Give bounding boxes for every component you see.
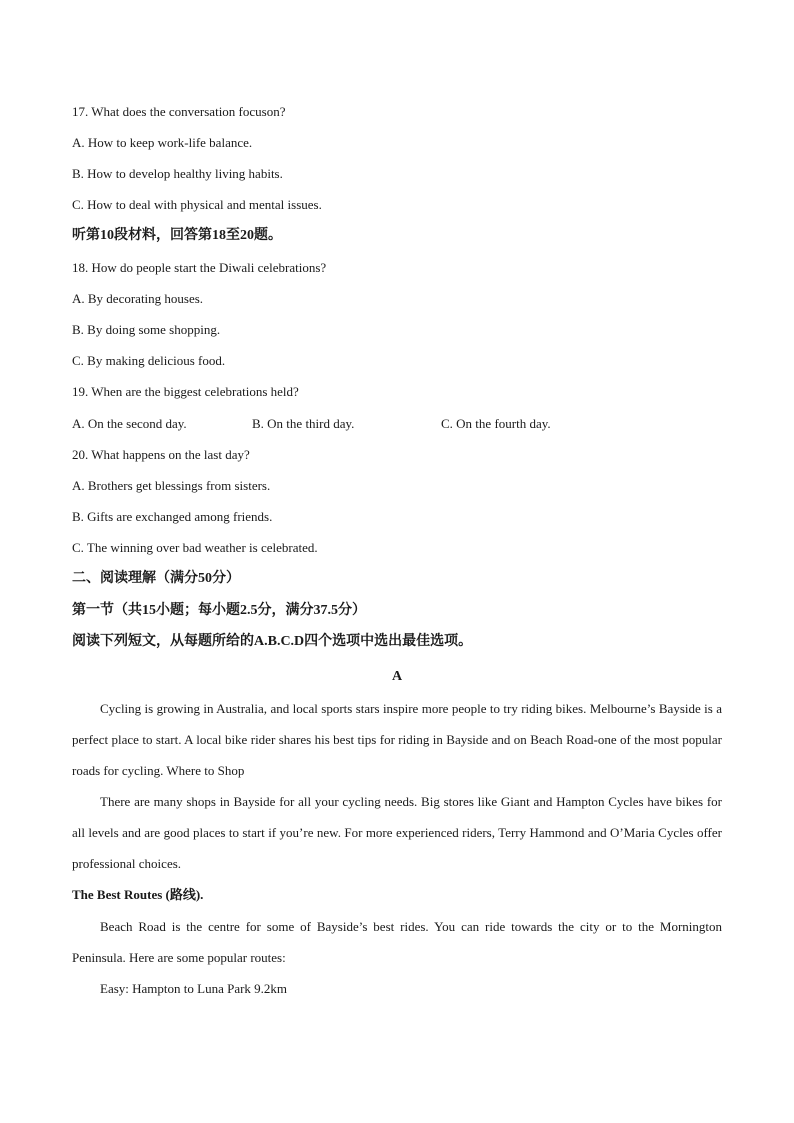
q18-option-c: C. By making delicious food. bbox=[72, 353, 226, 368]
section1-title: 第一节（共15小题；每小题2.5分，满分37.5分） bbox=[72, 603, 366, 618]
passage-label: A bbox=[391, 669, 403, 684]
q17-question: 17. What does the conversation focuson? bbox=[72, 104, 286, 119]
q20-option-b: B. Gifts are exchanged among friends. bbox=[72, 509, 273, 524]
passage-paragraph-1: Cycling is growing in Australia, and local sports stars inspire more people to try riding bikes. Melbourne’s Bayside is a perfect place to start. A local bike rider shares his best tips for riding in Bayside and on Beach Road-one of the most popular roads for cycling. Where to Shop bbox=[72, 701, 722, 778]
passage-paragraph-2: There are many shops in Bayside for all your cycling needs. Big stores like Giant and Hampton Cycles have bikes for all levels and are good places to start if you’re new. For more experienced riders, Terry Hammond and O’Maria Cycles offer professional choices. bbox=[72, 794, 722, 871]
q18-option-a: A. By decorating houses. bbox=[72, 291, 204, 306]
passage-paragraph-3: Beach Road is the centre for some of Bayside’s best rides. You can ride towards the city or to the Mornington Peninsula. Here are some popular routes: bbox=[72, 919, 722, 965]
q20-question: 20. What happens on the last day? bbox=[72, 447, 250, 462]
q19-option-a: A. On the second day. bbox=[72, 416, 187, 431]
q18-question: 18. How do people start the Diwali celebrations? bbox=[72, 260, 327, 275]
reading-instruction: 阅读下列短文，从每题所给的A.B.C.D四个选项中选出最佳选项。 bbox=[72, 634, 473, 649]
q19-question: 19. When are the biggest celebrations held? bbox=[72, 384, 299, 399]
routes-heading: The Best Routes (路线). bbox=[72, 887, 204, 902]
q17-option-c: C. How to deal with physical and mental issues. bbox=[72, 197, 322, 212]
q19-option-b: B. On the third day. bbox=[252, 416, 355, 431]
route-easy: Easy: Hampton to Luna Park 9.2km bbox=[100, 981, 288, 996]
q18-option-b: B. By doing some shopping. bbox=[72, 322, 221, 337]
part2-title: 二、阅读理解（满分50分） bbox=[72, 571, 240, 586]
q20-option-c: C. The winning over bad weather is celebrated. bbox=[72, 540, 318, 555]
q20-option-a: A. Brothers get blessings from sisters. bbox=[72, 478, 271, 493]
section10-instruction: 听第10段材料，回答第18至20题。 bbox=[72, 228, 282, 243]
q17-option-a: A. How to keep work-life balance. bbox=[72, 135, 253, 150]
q19-option-c: C. On the fourth day. bbox=[441, 416, 551, 431]
q17-option-b: B. How to develop healthy living habits. bbox=[72, 166, 283, 181]
